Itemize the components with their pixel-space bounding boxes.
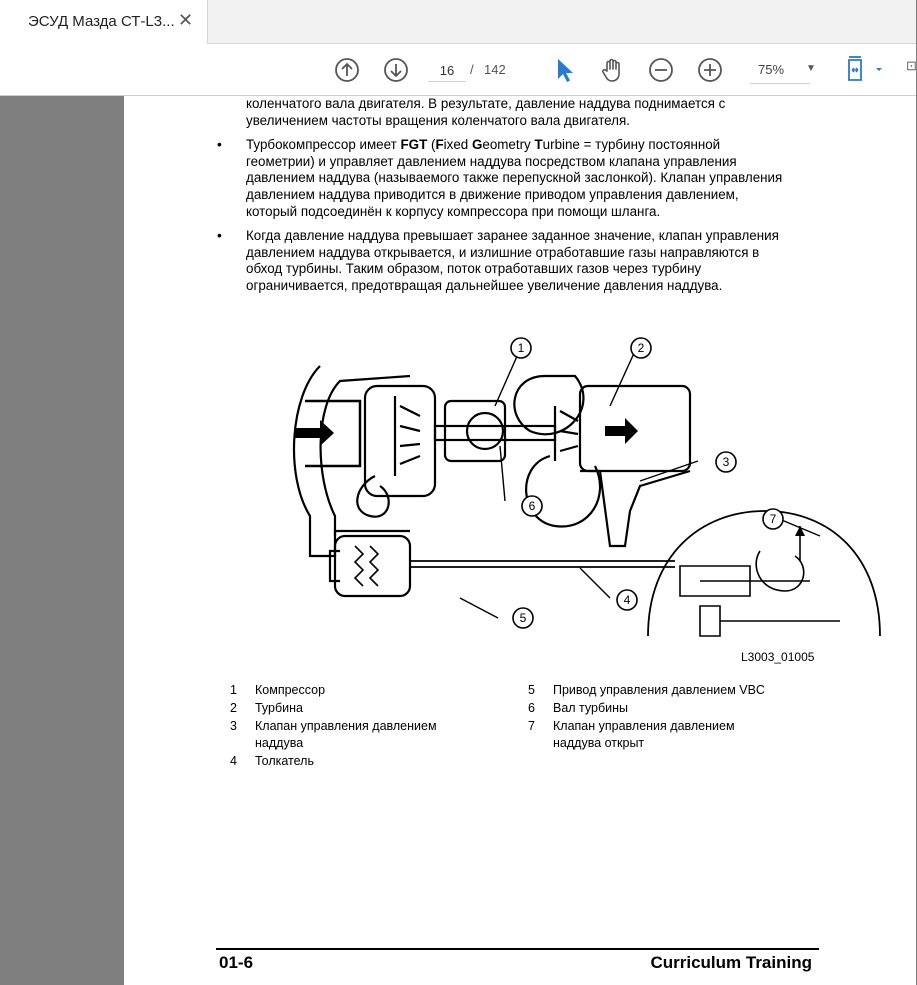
- arrow-up-circle-icon[interactable]: [333, 56, 361, 84]
- page-number-input[interactable]: [428, 60, 466, 82]
- paragraph-intro: коленчатого вала двигателя. В результате, давление наддува поднимается с увеличением частоты вращения коленчатого вала двигателя.: [246, 96, 726, 128]
- legend-text-3: Клапан управления давлением наддува: [255, 719, 437, 750]
- callout-4: 4: [623, 593, 631, 607]
- callout-3: 3: [722, 455, 730, 469]
- overflow-icon[interactable]: ⊡: [906, 58, 917, 73]
- zoom-out-icon[interactable]: [647, 56, 675, 84]
- arrow-down-circle-icon[interactable]: [382, 56, 410, 84]
- tab-bar: [0, 0, 916, 44]
- close-tab-icon[interactable]: ✕: [178, 10, 194, 30]
- zoom-in-icon[interactable]: [696, 56, 724, 84]
- legend-num-5: 5: [528, 683, 535, 697]
- fit-page-icon[interactable]: [845, 56, 887, 84]
- legend-text-2: Турбина: [255, 701, 303, 715]
- callout-6: 6: [528, 499, 536, 513]
- turbocharger-diagram: [280, 336, 777, 671]
- zoom-underline: [750, 83, 810, 84]
- zoom-value: 75%: [758, 62, 785, 77]
- legend-num-6: 6: [528, 701, 535, 715]
- legend-text-4: Толкатель: [255, 754, 314, 768]
- legend-text-7: Клапан управления давлением наддува открыт: [553, 719, 735, 750]
- chevron-down-icon: ▼: [806, 63, 816, 74]
- legend-num-2: 2: [230, 701, 237, 715]
- legend-num-4: 4: [230, 754, 237, 768]
- footer-title: Curriculum Training: [650, 953, 812, 972]
- bullet-1: •: [217, 136, 222, 152]
- legend-text-1: Компрессор: [255, 683, 326, 697]
- paragraph-boost: Когда давление наддува превышает заранее заданное значение, клапан управления давлением наддува открывается, и излишние отработавшие газы направляются в обход турбины. Таким образом, поток отработавших газов через турбину ограничивается, предотвращая дальнейшее увеличение давления наддува.: [246, 228, 779, 294]
- legend-num-1: 1: [230, 683, 237, 697]
- footer-rule: [216, 948, 819, 950]
- page-total: 142: [484, 62, 506, 77]
- paragraph-fgt: Турбокомпрессор имеет FGT (Fixed Geometry Turbine = турбину постоянной геометрии) и управляет давлением наддува посредством клапана управления давлением наддува (называемого также перепускной заслонкой). Клапан управления давлением наддува приводится в движение приводом управления давлением, который подсоединён к корпусу компрессора при помощи шланга.: [246, 137, 783, 219]
- pdf-toolbar: [0, 44, 916, 96]
- tab-title: ЭСУД Мазда СТ-L3...: [28, 13, 175, 30]
- callout-1: 1: [517, 341, 525, 355]
- zoom-dropdown[interactable]: [746, 58, 824, 84]
- footer-page-number: 01-6: [219, 953, 254, 972]
- legend-text-6: Вал турбины: [553, 701, 629, 715]
- cursor-icon[interactable]: [551, 56, 579, 84]
- legend-num-7: 7: [528, 719, 535, 733]
- callout-2: 2: [637, 341, 645, 355]
- page-separator: /: [470, 62, 474, 77]
- pdf-page: [124, 96, 916, 985]
- hand-icon[interactable]: [598, 56, 626, 84]
- callout-7: 7: [769, 512, 777, 526]
- bullet-2: •: [217, 227, 222, 243]
- callout-5: 5: [519, 611, 527, 625]
- figure-code: L3003_01005: [741, 650, 815, 664]
- document-tab[interactable]: [0, 0, 208, 44]
- legend-num-3: 3: [230, 719, 237, 733]
- legend-text-5: Привод управления давлением VBC: [553, 683, 765, 697]
